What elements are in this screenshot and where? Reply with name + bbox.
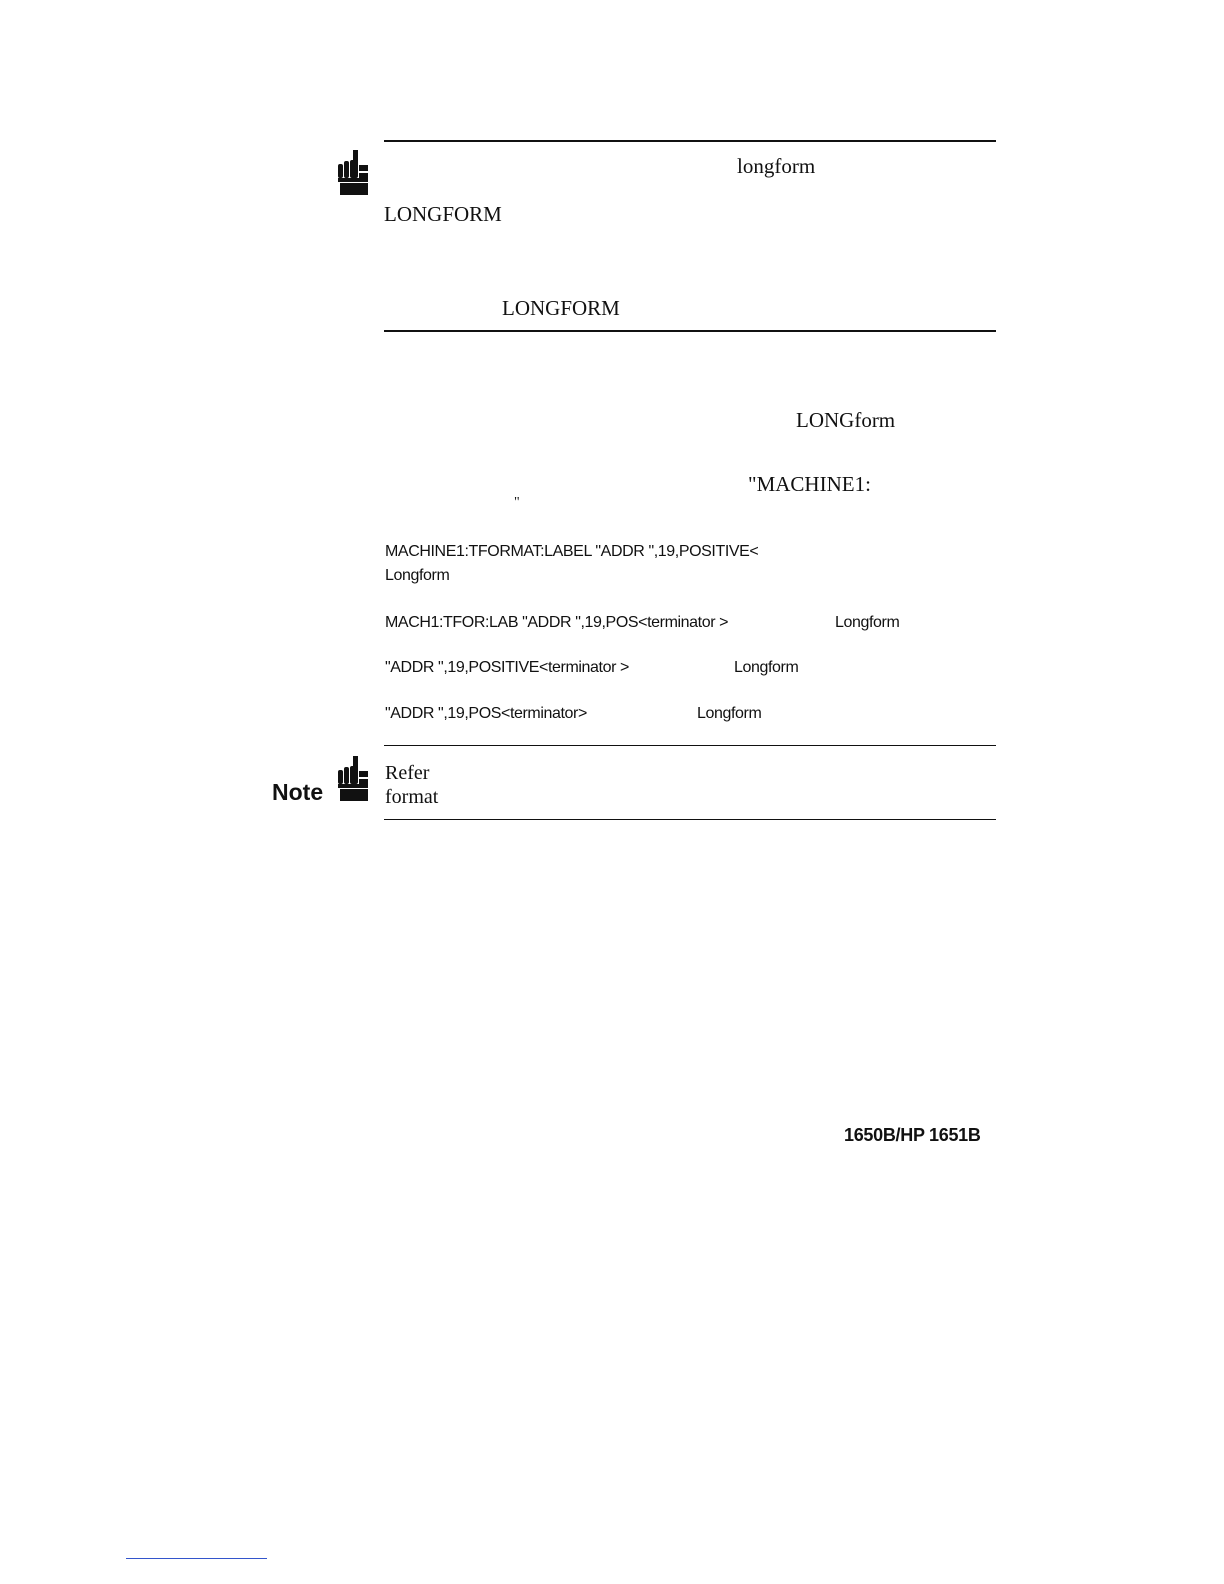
footer-model: 1650B/HP 1651B — [844, 1125, 981, 1145]
note-top-rule — [384, 140, 996, 142]
note-bottom-rule — [384, 330, 996, 332]
note-label: Note — [272, 779, 324, 805]
example-command: "ADDR ",19,POS<terminator> — [385, 705, 587, 722]
example-command: MACHINE1:TFORMAT:LABEL "ADDR ",19,POSITIVE< — [385, 543, 759, 560]
example-command: MACH1:TFOR:LAB "ADDR ",19,POS<terminator > — [385, 614, 729, 631]
note-text-refer: Refer — [385, 762, 430, 784]
bottom-link-underline — [126, 1558, 267, 1559]
example-command: "ADDR ",19,POSITIVE<terminator > — [385, 659, 629, 676]
body-text-quote: " — [514, 495, 520, 510]
example-note: Longform — [697, 705, 762, 722]
note-bottom-rule-2 — [384, 819, 996, 820]
body-text-longform: LONGform — [796, 408, 896, 432]
note-text-longform-caps-2: LONGFORM — [502, 296, 620, 320]
pointing-hand-icon — [336, 756, 372, 802]
note-text-longform-caps: LONGFORM — [384, 202, 502, 226]
example-note: Longform — [835, 614, 900, 631]
pointing-hand-icon — [336, 150, 372, 196]
body-text-machine1: "MACHINE1: — [748, 472, 871, 496]
example-note: Longform — [385, 567, 450, 584]
note-top-rule-2 — [384, 745, 996, 746]
note-text-longform: longform — [737, 154, 816, 178]
note-text-format: format — [385, 786, 439, 808]
example-note: Longform — [734, 659, 799, 676]
